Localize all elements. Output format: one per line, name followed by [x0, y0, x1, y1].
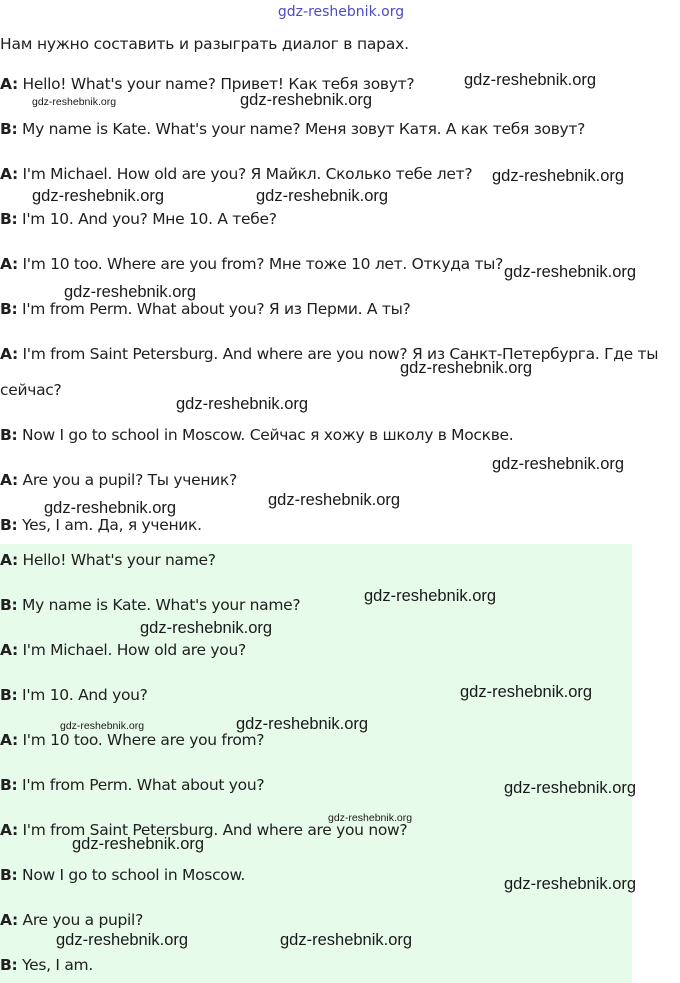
speaker-label: B: [0, 210, 18, 228]
watermark: gdz-reshebnik.org [56, 931, 189, 949]
watermark: gdz-reshebnik.org [72, 835, 205, 853]
watermark: gdz-reshebnik.org [32, 187, 165, 205]
line-text: Are you a pupil? [17, 911, 143, 929]
watermark: gdz-reshebnik.org [64, 283, 197, 301]
speaker-label: A: [0, 731, 18, 749]
dialog-line [0, 549, 668, 571]
dialog-line [0, 594, 668, 616]
watermark: gdz-reshebnik.org [32, 96, 117, 108]
line-text: I'm from Perm. What about you? Я из Перми. А ты? [17, 300, 411, 318]
speaker-label: A: [0, 551, 18, 569]
speaker-label: B: [0, 300, 18, 318]
site-logo[interactable]: gdz-reshebnik.org [277, 4, 405, 20]
speaker-label: A: [0, 165, 18, 183]
task-intro: Нам нужно составить и разыграть диалог в парах. [0, 35, 409, 53]
speaker-label: A: [0, 821, 18, 839]
watermark: gdz-reshebnik.org [60, 720, 145, 732]
line-text: My name is Kate. What's your name? Меня зовут Катя. А как тебя зовут? [17, 120, 586, 138]
watermark: gdz-reshebnik.org [504, 875, 637, 893]
dialog-line [0, 208, 668, 230]
watermark: gdz-reshebnik.org [268, 491, 401, 509]
line-text: I'm 10 too. Where are you from? Мне тоже 10 лет. Откуда ты? [17, 255, 504, 273]
speaker-label: B: [0, 866, 18, 884]
speaker-label: B: [0, 686, 18, 704]
watermark: gdz-reshebnik.org [504, 779, 637, 797]
line-text: I'm Michael. How old are you? Я Майкл. Сколько тебе лет? [17, 165, 473, 183]
line-text: My name is Kate. What's your name? [17, 596, 301, 614]
watermark: gdz-reshebnik.org [240, 91, 373, 109]
speaker-label: B: [0, 596, 18, 614]
line-text: Yes, I am. [17, 956, 93, 974]
dialog-line [0, 424, 668, 446]
dialog-line [0, 118, 668, 140]
line-text: I'm 10. And you? [17, 686, 148, 704]
watermark: gdz-reshebnik.org [280, 931, 413, 949]
line-text: Now I go to school in Moscow. Сейчас я хожу в школу в Москве. [17, 426, 514, 444]
line-text: I'm from Perm. What about you? [17, 776, 265, 794]
speaker-label: B: [0, 776, 18, 794]
speaker-label: B: [0, 426, 18, 444]
speaker-label: A: [0, 911, 18, 929]
watermark: gdz-reshebnik.org [140, 619, 273, 637]
line-text: Hello! What's your name? Привет! Как тебя зовут? [17, 75, 415, 93]
dialog-line [0, 336, 668, 408]
watermark: gdz-reshebnik.org [492, 455, 625, 473]
line-text: I'm from Saint Petersburg. And where are you now? Я из Санкт-Петербурга. Где ты сейчас? [0, 345, 659, 399]
speaker-label: A: [0, 345, 18, 363]
speaker-label: B: [0, 956, 18, 974]
line-text: I'm 10 too. Where are you from? [17, 731, 265, 749]
watermark: gdz-reshebnik.org [236, 715, 369, 733]
line-text: Yes, I am. Да, я ученик. [17, 516, 202, 534]
dialog-line [0, 909, 668, 931]
line-text: Hello! What's your name? [17, 551, 216, 569]
speaker-label: B: [0, 120, 18, 138]
line-text: I'm 10. And you? Мне 10. А тебе? [17, 210, 277, 228]
line-text: I'm from Saint Petersburg. And where are you now? [17, 821, 408, 839]
watermark: gdz-reshebnik.org [464, 71, 597, 89]
watermark: gdz-reshebnik.org [460, 683, 593, 701]
speaker-label: A: [0, 75, 18, 93]
watermark: gdz-reshebnik.org [256, 187, 389, 205]
watermark: gdz-reshebnik.org [364, 587, 497, 605]
watermark: gdz-reshebnik.org [176, 395, 309, 413]
speaker-label: A: [0, 255, 18, 273]
line-text: I'm Michael. How old are you? [17, 641, 246, 659]
speaker-label: A: [0, 641, 18, 659]
dialog-line [0, 954, 668, 976]
speaker-label: B: [0, 516, 18, 534]
line-text: Now I go to school in Moscow. [17, 866, 246, 884]
dialog-line [0, 639, 668, 661]
line-text: Are you a pupil? Ты ученик? [17, 471, 237, 489]
watermark: gdz-reshebnik.org [492, 167, 625, 185]
watermark: gdz-reshebnik.org [44, 499, 177, 517]
speaker-label: A: [0, 471, 18, 489]
watermark: gdz-reshebnik.org [504, 263, 637, 281]
watermark: gdz-reshebnik.org [328, 812, 413, 824]
watermark: gdz-reshebnik.org [400, 359, 533, 377]
